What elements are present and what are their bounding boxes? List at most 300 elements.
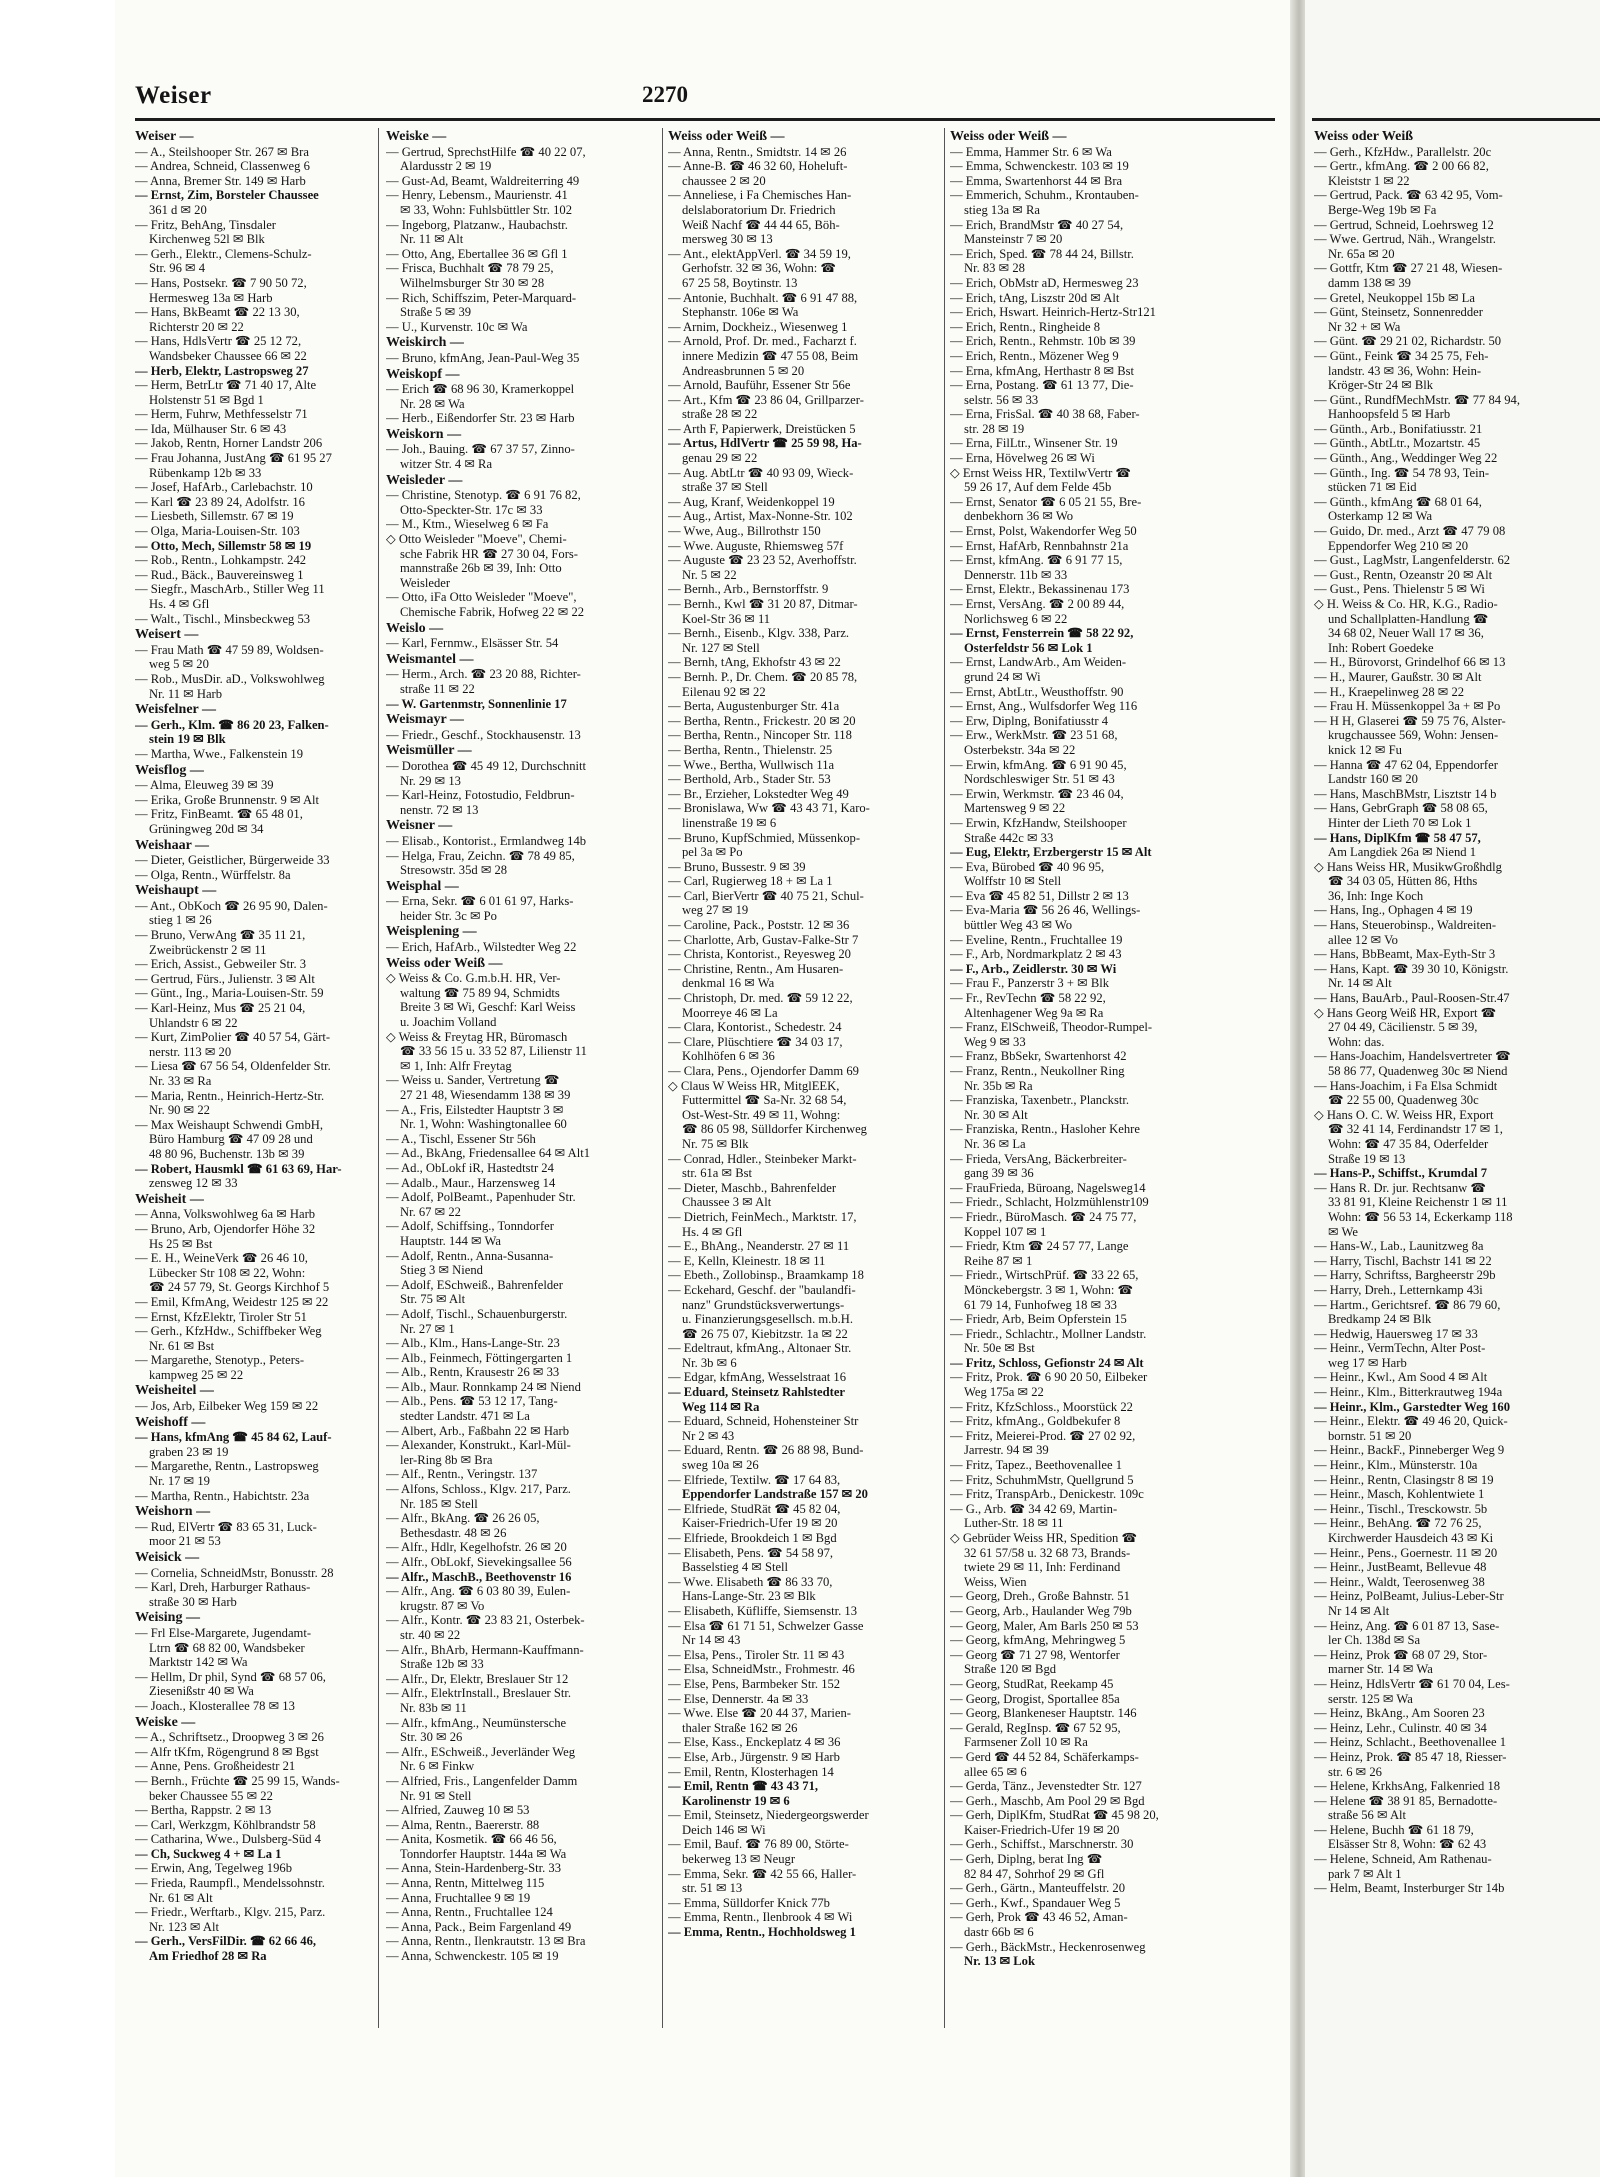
directory-entry-line: — Heinr., Elektr. ☎ 49 46 20, Quick- [1314,1414,1508,1429]
column-divider [378,128,379,2028]
directory-entry-line: — Joach., Klosterallee 78 ✉ 13 [135,1698,295,1713]
directory-entry-line: kampweg 25 ✉ 22 [149,1367,244,1382]
directory-column-4 [950,128,1222,2027]
directory-entry-line: — Emma, Sekr. ☎ 42 55 66, Haller- [668,1866,857,1881]
directory-entry-line: stein 19 ✉ Blk [149,732,226,747]
directory-entry-line: — Georg, Dreh., Große Bahnstr. 51 [950,1589,1130,1604]
directory-entry-line: — Helm, Beamt, Insterburger Str 14b [1314,1881,1505,1896]
directory-entry-line: — Anna, Volkswohlweg 6a ✉ Harb [135,1207,316,1222]
directory-entry-line: — Alb., Klm., Hans-Lange-Str. 23 [386,1336,560,1351]
directory-entry-line: str. 40 ✉ 22 [400,1627,461,1642]
directory-entry-line: — Anna, Rentn., Fruchtallee 124 [386,1905,553,1920]
directory-entry-line: mersweg 30 ✉ 13 [682,232,773,247]
directory-entry-line: marner Str. 14 ✉ Wa [1328,1662,1433,1677]
directory-entry-line: — Gertrud, Pack. ☎ 63 42 95, Vom- [1314,188,1503,203]
directory-entry-line: — Gerda, Tänz., Jevenstedter Str. 127 [950,1779,1142,1794]
directory-entry-line: Koel-Str 36 ✉ 11 [682,611,771,626]
directory-entry-line: — Dorothea ☎ 45 49 12, Durchschnitt [386,758,587,773]
directory-entry-line: — Adolf, Tischl., Schauenburgerstr. [386,1306,568,1321]
directory-entry-line: Nr. 29 ✉ 13 [400,773,461,788]
directory-entry-line: graben 23 ✉ 19 [149,1444,229,1459]
directory-entry-line: — Ebeth., Zollobinsp., Braamkamp 18 [668,1268,864,1283]
directory-entry-line: — Anna, Rentn., Ilenkrautstr. 13 ✉ Bra [386,1934,586,1949]
directory-entry-line: Berge-Weg 19b ✉ Fa [1328,202,1437,217]
directory-entry-line: — Gust., Rentn, Ozeanstr 20 ✉ Alt [1314,567,1493,582]
directory-entry-line: — Günt, Steinsetz, Sonnenredder [1314,305,1483,320]
directory-entry-line: ◇ Claus W Weiss HR, MitglEEK, [668,1078,840,1093]
directory-entry-line: — Adolf, Schiffsing., Tonndorfer [386,1219,554,1234]
directory-entry-line: Str. 75 ✉ Alt [400,1292,466,1307]
directory-entry-line: — Gertrud, SprechstHilfe ☎ 40 22 07, [386,144,586,159]
directory-entry-line: — Else, Pens, Barmbeker Str. 152 [668,1676,841,1691]
directory-entry-line: Elsässer Str 8, Wohn: ☎ 62 43 [1328,1837,1487,1852]
directory-entry-line: — Erna, kfmAng, Herthastr 8 ✉ Bst [950,363,1135,378]
directory-entry-line: Alardusstr 2 ✉ 19 [400,159,492,174]
directory-entry-line: Nr. 75 ✉ Blk [682,1136,749,1151]
directory-entry-line: 67 25 58, Boytinstr. 13 [682,275,798,290]
directory-entry-line: — Bernh., Kwl ☎ 31 20 87, Ditmar- [668,597,858,611]
directory-entry-line: — Friedr, Arb, Beim Opferstein 15 [950,1312,1127,1327]
directory-entry-line: Nr 14 ✉ Alt [1328,1603,1390,1618]
directory-entry-line: — Ernst, Ang., Wulfsdorfer Weg 116 [950,699,1138,714]
directory-entry-line: ✉ 33, Wohn: Fuhlsbüttler Str. 102 [400,202,572,217]
directory-entry-line: — Catharina, Wwe., Dulsberg-Süd 4 [135,1832,321,1847]
directory-entry-line: Nordschleswiger Str. 51 ✉ 43 [964,772,1115,787]
directory-entry-line: — Frau Math ☎ 47 59 89, Woldsen- [135,642,324,657]
directory-entry-line: Nr. 30 ✉ Alt [964,1107,1028,1122]
directory-entry-line: — Friedr., Werftarb., Klgv. 215, Parz. [135,1905,326,1920]
directory-entry-line: — Siegfr., MaschArb., Stiller Weg 11 [135,582,325,597]
directory-entry-line: beker Chaussee 55 ✉ 22 [149,1788,273,1803]
directory-entry-line: — Bronislawa, Ww ☎ 43 43 71, Karo- [668,801,870,816]
directory-entry-line: — Frisca, Buchhalt ☎ 78 79 25, [386,261,554,276]
directory-entry-line: Weiss, Wien [964,1574,1027,1589]
directory-entry-line: — Kurt, ZimPolier ☎ 40 57 54, Gärt- [135,1030,331,1045]
directory-entry-line: ler Ch. 138d ✉ Sa [1328,1633,1421,1648]
directory-entry-line: — Eckehard, Geschf. der "baulandfi- [668,1282,856,1297]
directory-entry-line: — Erna, FilLtr., Winsener Str. 19 [950,436,1118,451]
directory-entry-line: — Harry, Dreh., Letternkamp 43i [1314,1282,1483,1297]
directory-entry-line: — Clara, Pens., Ojendorfer Damm 69 [668,1064,859,1078]
directory-entry-line: — Fritz, BehAng, Tinsdaler [135,217,276,232]
directory-entry-line: — Erna, Postang. ☎ 61 13 77, Die- [950,378,1134,393]
directory-entry-line: serstr. 125 ✉ Wa [1328,1691,1413,1706]
surname-heading: Weismantel — [386,652,474,667]
directory-entry-line: — Bruno, Bussestr. 9 ✉ 39 [668,859,806,874]
directory-entry-line: ◇ Hans O. C. W. Weiss HR, Export [1314,1107,1494,1122]
directory-entry-line: str. 28 ✉ 19 [964,421,1025,436]
directory-entry-line: Farmsener Zoll 10 ✉ Ra [964,1735,1088,1750]
directory-entry-line: — Erwin, KfzHandw, Steilshooper [950,815,1127,830]
directory-entry-line: — Martha, Wwe., Falkenstein 19 [135,746,303,761]
directory-entry-line: straße 28 ✉ 22 [682,407,758,422]
surname-heading: Weiss oder Weiß — [950,130,1067,144]
directory-entry-line: — Hans, Postsekr. ☎ 7 90 50 72, [135,275,307,290]
directory-entry-line: Weg 114 ✉ Ra [682,1399,760,1414]
directory-entry-line: — FrauFrieda, Büroang, Nagelsweg14 [950,1180,1146,1195]
directory-entry-line: — Guido, Dr. med., Arzt ☎ 47 79 08 [1314,524,1506,539]
directory-entry-line: — Adolf, ESchweiß., Bahrenfelder [386,1277,563,1292]
directory-entry-line: — Alexander, Konstrukt., Karl-Mül- [386,1438,571,1453]
directory-entry-line: — Wwe. Gertrud, Näh., Wrangelstr. [1314,232,1496,247]
directory-entry-line: — Alf., Rentn., Veringstr. 137 [386,1467,538,1482]
directory-entry-line: Nr 32 + ✉ Wa [1328,319,1401,334]
directory-entry-line: — Friedr., WirtschPrüf. ☎ 33 22 65, [950,1268,1139,1283]
directory-entry-line: Nr. 11 ✉ Harb [149,686,223,701]
directory-entry-line: Hinter der Lieth 70 ✉ Lok 1 [1328,815,1472,830]
directory-entry-line: — Friedr., Schlacht, Holzmühlenstr109 [950,1195,1149,1210]
directory-entry-line: — Gerald, RegInsp. ☎ 67 52 95, [950,1720,1121,1735]
directory-entry-line: — Fritz, Prok. ☎ 6 90 20 50, Eilbeker [950,1370,1148,1385]
directory-entry-line: — Ad., BkAng, Friedensallee 64 ✉ Alt1 [386,1146,590,1161]
facing-header-rule [1312,118,1600,121]
directory-entry-line: — Aug. AbtLtr ☎ 40 93 09, Wieck- [668,465,854,480]
directory-entry-line: — Gerh., VersFilDir. ☎ 62 66 46, [135,1934,317,1949]
directory-entry-line: — Christine, Stenotyp. ☎ 6 91 76 82, [386,488,581,503]
directory-entry-line: — Erwin, kfmAng. ☎ 6 91 90 45, [950,757,1127,772]
directory-entry-line: — Anna, Fruchtallee 9 ✉ 19 [386,1890,531,1905]
directory-entry-line: — Georg ☎ 71 27 98, Wentorfer [950,1647,1120,1662]
surname-heading: Weiss oder Weiß [1314,130,1414,144]
surname-heading: Weiskorn — [386,427,462,442]
directory-entry-line: — Heinz, Schlacht., Beethovenallee 1 [1314,1735,1506,1750]
surname-heading: Weishaar — [135,838,210,853]
directory-entry-line: nerstr. 113 ✉ 20 [149,1044,232,1059]
directory-entry-line: — Adolf, PolBeamt., Papenhuder Str. [386,1190,576,1205]
directory-entry-line: innere Medizin ☎ 47 55 08, Beim [682,348,859,363]
directory-entry-line: — Bernh, tAng, Ekhofstr 43 ✉ 22 [668,655,841,670]
directory-entry-line: Jarrestr. 94 ✉ 39 [964,1443,1049,1458]
directory-entry-line: allee 12 ✉ Vo [1328,932,1398,947]
directory-entry-line: Nr. 61 ✉ Bst [149,1338,215,1353]
directory-entry-line: pel 3a ✉ Po [682,845,743,860]
directory-entry-line: 361 d ✉ 20 [149,202,207,217]
directory-entry-line: 61 79 14, Funhofweg 18 ✉ 33 [964,1297,1117,1312]
directory-entry-line: Eppendorfer Landstraße 157 ✉ 20 [682,1487,868,1502]
directory-entry-line: — Heinz, Lehr., Culinstr. 40 ✉ 34 [1314,1720,1487,1735]
directory-entry-line: — Carl, Rugierweg 18 + ✉ La 1 [668,874,833,889]
directory-entry-line: — Heinz, Prok. ☎ 85 47 18, Riesser- [1314,1749,1507,1764]
directory-entry-line: — Gerh., BäckMstr., Heckenrosenweg [950,1939,1146,1954]
directory-entry-line: — Ant., ObKoch ☎ 26 95 90, Dalen- [135,898,328,913]
directory-entry-line: — Alfr., Hdlr, Kegelhofstr. 26 ✉ 20 [386,1540,567,1555]
directory-entry-line: — Heinz, HdlsVertr ☎ 61 70 04, Les- [1314,1676,1510,1691]
directory-entry-line: — Carl, BierVertr ☎ 40 75 21, Schul- [668,888,864,903]
directory-entry-line: allee 65 ✉ 6 [964,1764,1027,1779]
surname-heading: Weiske — [135,1715,196,1730]
directory-entry-line: ☎ 32 41 14, Ferdinandstr 17 ✉ 1, [1328,1122,1503,1137]
directory-entry-line: — Alfr., ObLokf, Sievekingsallee 56 [386,1555,572,1569]
directory-entry-line: — Antonie, Buchhalt. ☎ 6 91 47 88, [668,290,858,305]
directory-entry-line: — Hans, BbBeamt, Max-Eyth-Str 3 [1314,947,1496,962]
directory-entry-line: — Elfriede, Textilw. ☎ 17 64 83, [668,1472,841,1487]
directory-entry-line: 36, Inh: Inge Koch [1328,888,1424,903]
directory-entry-line: — Robert, Hausmkl ☎ 61 63 69, Har- [135,1161,342,1176]
directory-entry-line: — Gertrud, Schneid, Loehrsweg 12 [1314,217,1494,232]
directory-entry-line: Str. 30 ✉ 26 [400,1730,463,1745]
directory-entry-line: — F., Arb., Zeidlerstr. 30 ✉ Wi [950,961,1117,976]
directory-entry-line: — Heinr., Klm., Bitterkrautweg 194a [1314,1385,1503,1400]
directory-entry-line: Rübenkamp 12b ✉ 33 [149,465,262,480]
directory-entry-line: Hermesweg 13a ✉ Harb [149,290,273,305]
directory-entry-line: — Emil, Steinsetz, Niedergeorgswerder [668,1808,869,1823]
directory-entry-line: krugstr. 87 ✉ Vo [400,1598,485,1613]
surname-heading: Weishorn — [135,1505,211,1520]
directory-entry-line: — Hartm., Gerichtsref. ☎ 86 79 60, [1314,1297,1501,1312]
directory-entry-line: ◇ Weiss & Freytag HR, Büromasch [386,1029,568,1044]
directory-entry-line: — Ernst, kfmAng. ☎ 6 91 77 15, [950,553,1123,568]
directory-entry-line: — Ida, Mülhauser Str. 6 ✉ 43 [135,421,287,436]
directory-entry-line: Marktstr 142 ✉ Wa [149,1655,248,1670]
directory-entry-line: stedter Landstr. 471 ✉ La [400,1409,530,1424]
directory-entry-line: — Karl-Heinz, Fotostudio, Feldbrun- [386,788,575,803]
page-header [135,82,1275,116]
directory-entry-line: Mönckebergstr. 3 ✉ 1, Wohn: ☎ [964,1282,1134,1297]
directory-entry-line: — A., Steilshooper Str. 267 ✉ Bra [135,144,309,159]
directory-entry-line: Straße 5 ✉ 39 [400,305,472,320]
directory-entry-line: ◇ Otto Weisleder "Moeve", Chemi- [386,532,567,547]
directory-entry-line: ◇ Weiss & Co. G.m.b.H. HR, Ver- [386,971,561,986]
directory-entry-line: — Alfried, Zauweg 10 ✉ 53 [386,1803,530,1818]
surname-heading: Weisflog — [135,763,204,778]
directory-entry-line: — Otto, Ang, Ebertallee 36 ✉ Gfl 1 [386,246,568,261]
directory-entry-line: Kleiststr 1 ✉ 22 [1328,173,1410,188]
directory-entry-line: Wohn: ☎ 56 53 14, Eckerkamp 118 [1328,1209,1513,1224]
directory-entry-line: — Heinr., Klm., Garstedter Weg 160 [1314,1399,1511,1414]
directory-entry-line: — Günt., Ing., Maria-Louisen-Str. 59 [135,986,324,1001]
directory-entry-line: — Arnold, Prof. Dr. med., Facharzt f. [668,334,857,349]
surname-heading: Weiske — [386,130,447,144]
directory-entry-line: — Hans, Steuerobinsp., Waldreiten- [1314,918,1497,933]
directory-entry-line: — Alfr., Ang. ☎ 6 03 80 39, Eulen- [386,1584,571,1599]
directory-entry-line: — Günth., kfmAng ☎ 68 01 64, [1314,494,1482,509]
directory-entry-line: — Hans, BauArb., Paul-Roosen-Str.47 [1314,991,1510,1006]
directory-entry-line: — Gerd ☎ 44 52 84, Schäferkamps- [950,1749,1139,1764]
directory-entry-line: — Alb., Maur. Ronnkamp 24 ✉ Niend [386,1379,581,1394]
directory-entry-line: — Martha, Rentn., Habichtstr. 23a [135,1488,310,1503]
directory-entry-line: — Christa, Kontorist., Reyesweg 20 [668,947,851,962]
directory-entry-line: — Erika, Große Brunnenstr. 9 ✉ Alt [135,792,320,807]
directory-entry-line: Weiß Nachf ☎ 44 44 65, Böh- [682,217,840,232]
directory-entry-line: Eilenau 92 ✉ 22 [682,684,766,699]
directory-entry-line: — Emil, Bauf. ☎ 76 89 00, Störte- [668,1837,849,1852]
surname-heading: Weisheitel — [135,1384,214,1399]
directory-entry-line: — Erwin, Ang, Tegelweg 196b [135,1861,292,1876]
directory-entry-line: — U., Kurvenstr. 10c ✉ Wa [386,319,528,334]
directory-entry-line: — Ch, Suckweg 4 + ✉ La 1 [135,1846,282,1861]
directory-entry-line: — Frieda, VersAng, Bäckerbreiter- [950,1151,1127,1166]
directory-entry-line: Grüningweg 20d ✉ 34 [149,821,264,836]
directory-entry-line: witzer Str. 4 ✉ Ra [400,457,493,472]
facing-directory-column [1314,128,1596,2027]
directory-entry-line: — W. Gartenmstr, Sonnenlinie 17 [386,696,567,711]
directory-entry-line: ◇ Ernst Weiss HR, TextilwVertr ☎ [950,465,1132,480]
directory-entry-line: 33 81 91, Kleine Reichenstr 1 ✉ 11 [1328,1195,1508,1210]
directory-entry-line: Hs 25 ✉ Bst [149,1236,213,1251]
directory-entry-line: — Erw, Diplng, Bonifatiusstr 4 [950,713,1108,728]
directory-entry-line: — Franziska, Rentn., Hasloher Kehre [950,1122,1140,1137]
directory-entry-line: — Gretel, Neukoppel 15b ✉ La [1314,290,1475,305]
directory-entry-line: Lübecker Str 108 ✉ 22, Wohn: [149,1265,306,1280]
directory-entry-line: u. Finanzierungsgesellsch. m.b.H. [682,1312,854,1327]
directory-entry-line: gang 39 ✉ 36 [964,1166,1034,1181]
directory-entry-line: Kirchwerder Hausdeich 43 ✉ Ki [1328,1531,1494,1545]
directory-entry-line: str. 6 ✉ 26 [1328,1764,1382,1779]
directory-entry-line: Osterfeldstr 56 ✉ Lok 1 [964,640,1093,655]
directory-entry-line: — Anna, Schwenckestr. 105 ✉ 19 [386,1949,559,1964]
directory-entry-line: — Auguste ☎ 23 23 52, Averhoffstr. [668,553,857,568]
directory-entry-line: — Erich, Assist., Gebweiler Str. 3 [135,957,307,972]
directory-entry-line: damm 138 ✉ 39 [1328,275,1411,290]
directory-entry-line: ☎ 22 55 00, Quadenweg 30c [1328,1093,1479,1108]
directory-entry-line: 27 04 49, Cäcilienstr. 5 ✉ 39, [1328,1020,1478,1035]
directory-entry-line: — Arnim, Dockheiz., Wiesenweg 1 [668,319,848,334]
directory-entry-line: — Heinr., Klm., Münsterstr. 10a [1314,1458,1478,1473]
directory-entry-line: — Wwe. Elisabeth ☎ 86 33 70, [668,1574,833,1589]
directory-entry-line: — Arnold, Bauführ, Essener Str 56e [668,378,851,393]
directory-entry-line: Kröger-Str 24 ✉ Blk [1328,378,1434,393]
page-number: 2270 [642,82,688,107]
directory-entry-line: ◇ H. Weiss & Co. HR, K.G., Radio- [1314,597,1498,611]
directory-entry-line: — Elfriede, Brookdeich 1 ✉ Bgd [668,1531,837,1545]
directory-entry-line: — Anne, Pens. Großheidestr 21 [135,1759,296,1774]
directory-entry-line: — Alb., Pens. ☎ 53 12 17, Tang- [386,1394,558,1409]
directory-entry-line: Richterstr 20 ✉ 22 [149,319,244,334]
directory-entry-line: — A., Schriftsetz., Droopweg 3 ✉ 26 [135,1730,324,1745]
directory-entry-line: — Alma, Eleuweg 39 ✉ 39 [135,778,274,793]
directory-entry-line: — H., Maurer, Gaußstr. 30 ✉ Alt [1314,669,1482,684]
directory-entry-line: — A., Tischl, Essener Str 56h [386,1131,536,1146]
directory-entry-line: — Eva, Bürobed ☎ 40 96 95, [950,859,1105,874]
directory-entry-line: waltung ☎ 75 89 94, Schmidts [400,985,560,1000]
directory-entry-line: — Franz, BbSekr, Swartenhorst 42 [950,1049,1127,1064]
directory-entry-line: 34 68 02, Neuer Wall 17 ✉ 36, [1328,626,1484,641]
directory-entry-line: Nr. 27 ✉ 1 [400,1321,455,1336]
directory-entry-line: u. Joachim Volland [400,1015,497,1030]
directory-entry-line: — Charlotte, Arb, Gustav-Falke-Str 7 [668,932,859,947]
directory-entry-line: — Günt. ☎ 29 21 02, Richardstr. 50 [1314,334,1502,349]
directory-entry-line: — Hedwig, Hauersweg 17 ✉ 33 [1314,1326,1478,1341]
directory-entry-line: — Günth., AbtLtr., Mozartstr. 45 [1314,436,1481,451]
directory-entry-line: genau 29 ✉ 22 [682,451,758,466]
directory-entry-line: sche Fabrik HR ☎ 27 30 04, Fors- [400,546,578,561]
directory-entry-line: Nr. 3b ✉ 6 [682,1355,737,1370]
directory-entry-line: — Alma, Rentn., Baererstr. 88 [386,1817,540,1832]
surname-heading: Weisfelner — [135,703,217,718]
directory-entry-line: — Erich ☎ 68 96 30, Kramerkoppel [386,382,575,397]
directory-entry-line: delslaboratorium Dr. Friedrich [682,202,836,217]
directory-entry-line: straße 30 ✉ Harb [149,1594,237,1609]
directory-entry-line: Nr. 65a ✉ 20 [1328,246,1395,261]
directory-entry-line: — Hans R. Dr. jur. Rechtsanw ☎ [1314,1180,1487,1195]
directory-entry-line: Nr. 1, Wohn: Washingtonallee 60 [400,1117,567,1132]
directory-entry-line: — Harry, Tischl, Bachstr 141 ✉ 22 [1314,1253,1492,1268]
directory-entry-line: — Otto, iFa Otto Weisleder "Moeve", [386,590,577,605]
directory-entry-line: Karolinenstr 19 ✉ 6 [682,1793,790,1808]
directory-entry-line: ☎ 86 05 98, Sülldorfer Kirchenweg [682,1122,867,1137]
directory-entry-line: — Fritz, Schloss, Gefionstr 24 ✉ Alt [950,1355,1144,1370]
directory-entry-line: — Fritz, kfmAng., Goldbekufer 8 [950,1414,1121,1429]
directory-entry-line: — Rob., MusDir. aD., Volkswohlweg [135,671,325,686]
directory-column-3 [668,128,940,2027]
directory-entry-line: Nr. 185 ✉ Stell [400,1496,478,1511]
directory-entry-line: — Henry, Lebensm., Maurienstr. 41 [386,188,568,203]
directory-entry-line: Osterkamp 12 ✉ Wa [1328,509,1433,524]
directory-entry-line: — Alfr., kfmAng., Neumünstersche [386,1715,567,1730]
directory-entry-line: bornstr. 51 ✉ 20 [1328,1428,1412,1443]
directory-entry-line: — Bertha, Rentn., Nincoper Str. 118 [668,728,852,743]
directory-entry-line: — Emil, Rentn, Klosterhagen 14 [668,1764,834,1779]
directory-entry-line: — Gerh, Diplng, berat Ing ☎ [950,1852,1103,1867]
directory-entry-line: — Max Weishaupt Schwendi GmbH, [135,1117,323,1132]
directory-entry-line: Landstr 160 ✉ 20 [1328,772,1418,787]
directory-entry-line: — Br., Erzieher, Lokstedter Weg 49 [668,786,849,801]
directory-entry-line: — Eveline, Rentn., Fruchtallee 19 [950,932,1123,947]
directory-entry-line: 32 61 57/58 u. 32 68 73, Brands- [964,1545,1131,1560]
directory-entry-line: Nr. 17 ✉ 19 [149,1474,210,1489]
directory-entry-line: — Bertha, Rappstr. 2 ✉ 13 [135,1803,272,1818]
directory-entry-line: — Wwe., Bertha, Wullwisch 11a [668,757,835,772]
directory-entry-line: twiete 29 ✉ 11, Inh: Ferdinand [964,1560,1121,1575]
directory-entry-line: Nr. 90 ✉ 22 [149,1103,210,1118]
directory-entry-line: büttler Weg 43 ✉ Wo [964,918,1073,933]
directory-entry-line: — Bernh., Arb., Bernstorffstr. 9 [668,582,829,597]
directory-entry-line: — Bernh., Eisenb., Klgv. 338, Parz. [668,626,850,641]
directory-entry-line: — Margarethe, Rentn., Lastropsweg [135,1459,319,1474]
directory-entry-line: — Gerh., Schiffst., Marschnerstr. 30 [950,1837,1134,1852]
directory-entry-line: landstr. 43 ✉ 36, Wohn: Hein- [1328,363,1482,378]
directory-entry-line: — Elsa, SchneidMstr., Frohmestr. 46 [668,1662,855,1677]
surname-heading: Weislo — [386,621,444,636]
directory-entry-line: Chemische Fabrik, Hofweg 22 ✉ 22 [400,605,585,619]
column-divider [662,128,663,2028]
directory-entry-line: Am Friedhof 28 ✉ Ra [149,1949,267,1964]
directory-entry-line: Gerhofstr. 32 ✉ 36, Wohn: ☎ [682,261,837,276]
directory-entry-line: thaler Straße 162 ✉ 26 [682,1720,798,1735]
directory-entry-line: — Emma, Rentn., Hochholdsweg 1 [668,1925,856,1940]
directory-entry-line: — Fritz, SchuhmMstr, Quellgrund 5 [950,1472,1134,1487]
directory-entry-line: — Ernst, VersAng. ☎ 2 00 89 44, [950,597,1125,611]
directory-entry-line: — Jos, Arb, Eilbeker Weg 159 ✉ 22 [135,1399,319,1414]
directory-entry-line: — Adalb., Maur., Harzensweg 14 [386,1175,556,1190]
directory-entry-line: — Hans, kfmAng ☎ 45 84 62, Lauf- [135,1430,332,1445]
directory-entry-line: Wilhelmsburger Str 30 ✉ 28 [400,275,545,290]
directory-entry-line: — Günt., RundfMechMstr. ☎ 77 84 94, [1314,392,1520,407]
directory-entry-line: — Ernst, HafArb, Rennbahnstr 21a [950,538,1129,553]
directory-entry-line: — Otto, Mech, Sillemstr 58 ✉ 19 [135,538,312,553]
directory-entry-line: ◇ Hans Weiss HR, MusikwGroßhdlg [1314,859,1502,874]
directory-entry-line: nanz" Grundstücksverwertungs- [682,1297,845,1312]
directory-entry-line: — Christine, Rentn., Am Husaren- [668,961,844,976]
directory-entry-line: — Erich, Hswart. Heinrich-Hertz-Str121 [950,305,1156,320]
directory-entry-line: Nr. 6 ✉ Finkw [400,1759,475,1774]
directory-entry-line: Stieg 3 ✉ Niend [400,1263,483,1278]
directory-entry-line: — Elisab., Kontorist., Ermlandweg 14b [386,833,587,848]
directory-entry-line: — Herm., Arch. ☎ 23 20 88, Richter- [386,667,581,682]
directory-entry-line: Hans-Lange-Str. 23 ✉ Blk [682,1589,816,1604]
directory-entry-line: — Hans-P., Schiffst., Krumdal 7 [1314,1166,1488,1181]
directory-entry-line: — Wwe. Else ☎ 20 44 37, Marien- [668,1706,851,1721]
directory-entry-line: — Weiss u. Sander, Vertretung ☎ [386,1073,560,1088]
directory-entry-line: — Frau Johanna, JustAng ☎ 61 95 27 [135,451,332,466]
directory-entry-line: — Gerh., Kwf., Spandauer Weg 5 [950,1895,1121,1910]
directory-entry-line: — Emma, Hammer Str. 6 ✉ Wa [950,144,1112,159]
directory-entry-line: — Heinr., Tischl., Tresckowstr. 5b [1314,1501,1488,1516]
directory-entry-line: Uhlandstr 6 ✉ 22 [149,1015,238,1030]
directory-entry-line: — Emmerich, Schuhm., Krontauben- [950,188,1139,203]
directory-entry-line: Ost-West-Str. 49 ✉ 11, Wohng: [682,1107,841,1122]
directory-entry-line: — Anita, Kosmetik. ☎ 66 46 56, [386,1832,557,1847]
